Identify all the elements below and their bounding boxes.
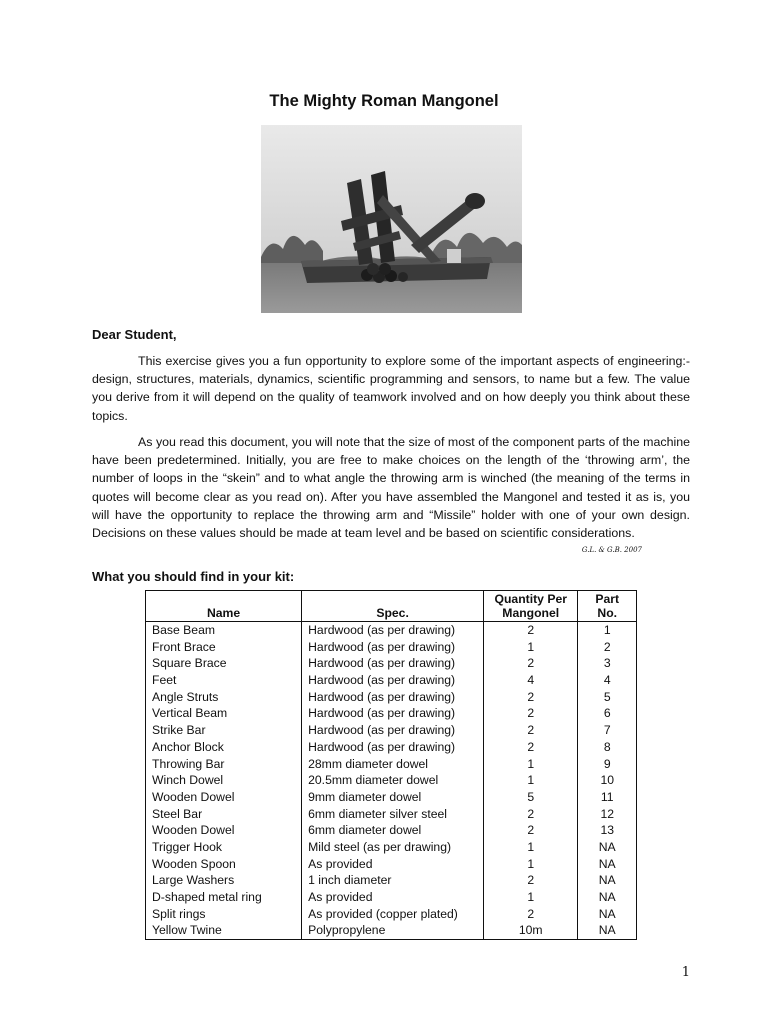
cell-part-number: 6 [578, 705, 637, 722]
cell-part-number: NA [578, 906, 637, 923]
table-row [146, 872, 637, 889]
cell-spec: 20.5mm diameter dowel [302, 772, 484, 789]
cell-part-number: 8 [578, 739, 637, 756]
cell-name: Steel Bar [146, 806, 302, 823]
page-number: 1 [681, 965, 690, 980]
table-row [146, 672, 637, 689]
cell-name: Yellow Twine [146, 922, 302, 939]
table-row [146, 639, 637, 656]
cell-quantity: 2 [484, 806, 578, 823]
cell-part-number: 12 [578, 806, 637, 823]
cell-spec: 6mm diameter silver steel [302, 806, 484, 823]
kit-table-body [146, 622, 637, 940]
intro-paragraph: This exercise gives you a fun opportunity to explore some of the important aspects of engineering:- design, structures, materials, dynamics, scientific programming and sensors, to name but a few. The value you derive from it will depend on the quality of teamwork involved and on how deeply you think about these topics. [92, 354, 690, 423]
cell-part-number: 1 [578, 622, 637, 639]
cell-quantity: 2 [484, 655, 578, 672]
table-row [146, 922, 637, 939]
cell-part-number: 7 [578, 722, 637, 739]
cell-quantity: 2 [484, 722, 578, 739]
table-row [146, 705, 637, 722]
cell-name: Trigger Hook [146, 839, 302, 856]
cell-quantity: 1 [484, 772, 578, 789]
kit-heading: What you should find in your kit: [92, 569, 295, 584]
cell-spec: Hardwood (as per drawing) [302, 622, 484, 639]
mangonel-illustration [261, 125, 522, 313]
table-row [146, 689, 637, 706]
table-row [146, 772, 637, 789]
cell-name: Square Brace [146, 655, 302, 672]
cell-quantity: 2 [484, 739, 578, 756]
cell-quantity: 1 [484, 856, 578, 873]
cell-quantity: 2 [484, 689, 578, 706]
cell-spec: Hardwood (as per drawing) [302, 705, 484, 722]
cell-name: Vertical Beam [146, 705, 302, 722]
cell-spec: Hardwood (as per drawing) [302, 672, 484, 689]
instructions-paragraph: As you read this document, you will note that the size of most of the component parts of the machine have been predetermined. Initially, you are free to make choices on the length of the ‘throwing arm’, the number of loops in the “skein” and to what angle the throwing arm is winched (the meaning of the terms in quotes will become clear as you read on). After you have assembled the Mangonel and tested it as is, you will have the opportunity to replace the throwing arm and “Missile” holder with one of your own design. Decisions on these values should be made at team level and be based on scientific considerations. [92, 435, 690, 541]
kit-table-header [146, 591, 637, 622]
header-name: Name [146, 591, 302, 622]
cell-name: Front Brace [146, 639, 302, 656]
cell-spec: As provided [302, 856, 484, 873]
table-row [146, 655, 637, 672]
cell-quantity: 2 [484, 822, 578, 839]
cell-name: Feet [146, 672, 302, 689]
cell-name: Anchor Block [146, 739, 302, 756]
cell-part-number: NA [578, 856, 637, 873]
cell-name: Throwing Bar [146, 756, 302, 773]
cell-spec: Polypropylene [302, 922, 484, 939]
cell-spec: As provided [302, 889, 484, 906]
cell-quantity: 1 [484, 639, 578, 656]
cell-spec: Mild steel (as per drawing) [302, 839, 484, 856]
cell-part-number: 13 [578, 822, 637, 839]
cell-name: Wooden Spoon [146, 856, 302, 873]
cell-quantity: 2 [484, 705, 578, 722]
author-signature: G.L. & G.B. 2007 [581, 546, 642, 554]
cell-part-number: NA [578, 889, 637, 906]
table-row [146, 722, 637, 739]
cell-part-number: NA [578, 872, 637, 889]
header-spec: Spec. [302, 591, 484, 622]
cell-name: Angle Struts [146, 689, 302, 706]
table-row [146, 756, 637, 773]
cell-name: Base Beam [146, 622, 302, 639]
cell-spec: 6mm diameter dowel [302, 822, 484, 839]
table-row [146, 622, 637, 639]
cell-spec: 28mm diameter dowel [302, 756, 484, 773]
cell-spec: Hardwood (as per drawing) [302, 722, 484, 739]
cell-name: Strike Bar [146, 722, 302, 739]
cell-quantity: 2 [484, 622, 578, 639]
cell-quantity: 1 [484, 889, 578, 906]
header-quantity: Quantity Per Mangonel [484, 591, 578, 622]
cell-quantity: 2 [484, 906, 578, 923]
table-row [146, 806, 637, 823]
cell-quantity: 5 [484, 789, 578, 806]
cell-spec: Hardwood (as per drawing) [302, 655, 484, 672]
table-row [146, 839, 637, 856]
cell-spec: Hardwood (as per drawing) [302, 739, 484, 756]
cell-quantity: 4 [484, 672, 578, 689]
cell-spec: 1 inch diameter [302, 872, 484, 889]
cell-quantity: 10m [484, 922, 578, 939]
table-row [146, 789, 637, 806]
kit-table [145, 590, 637, 940]
cell-name: Wooden Dowel [146, 822, 302, 839]
cell-part-number: 11 [578, 789, 637, 806]
cell-name: Split rings [146, 906, 302, 923]
cell-spec: Hardwood (as per drawing) [302, 639, 484, 656]
cell-part-number: NA [578, 922, 637, 939]
page-title: The Mighty Roman Mangonel [269, 92, 499, 110]
cell-part-number: 4 [578, 672, 637, 689]
cell-part-number: 2 [578, 639, 637, 656]
mangonel-photo [261, 125, 522, 313]
table-row [146, 739, 637, 756]
table-row [146, 906, 637, 923]
cell-part-number: 5 [578, 689, 637, 706]
cell-part-number: NA [578, 839, 637, 856]
cell-quantity: 1 [484, 839, 578, 856]
table-row [146, 889, 637, 906]
cell-quantity: 2 [484, 872, 578, 889]
cell-part-number: 10 [578, 772, 637, 789]
cell-name: Wooden Dowel [146, 789, 302, 806]
greeting: Dear Student, [92, 327, 177, 342]
cell-spec: Hardwood (as per drawing) [302, 689, 484, 706]
table-row [146, 856, 637, 873]
cell-part-number: 3 [578, 655, 637, 672]
cell-name: Large Washers [146, 872, 302, 889]
cell-name: Winch Dowel [146, 772, 302, 789]
cell-spec: 9mm diameter dowel [302, 789, 484, 806]
cell-quantity: 1 [484, 756, 578, 773]
table-row [146, 822, 637, 839]
cell-name: D-shaped metal ring [146, 889, 302, 906]
cell-part-number: 9 [578, 756, 637, 773]
header-part-number: Part No. [578, 591, 637, 622]
cell-spec: As provided (copper plated) [302, 906, 484, 923]
